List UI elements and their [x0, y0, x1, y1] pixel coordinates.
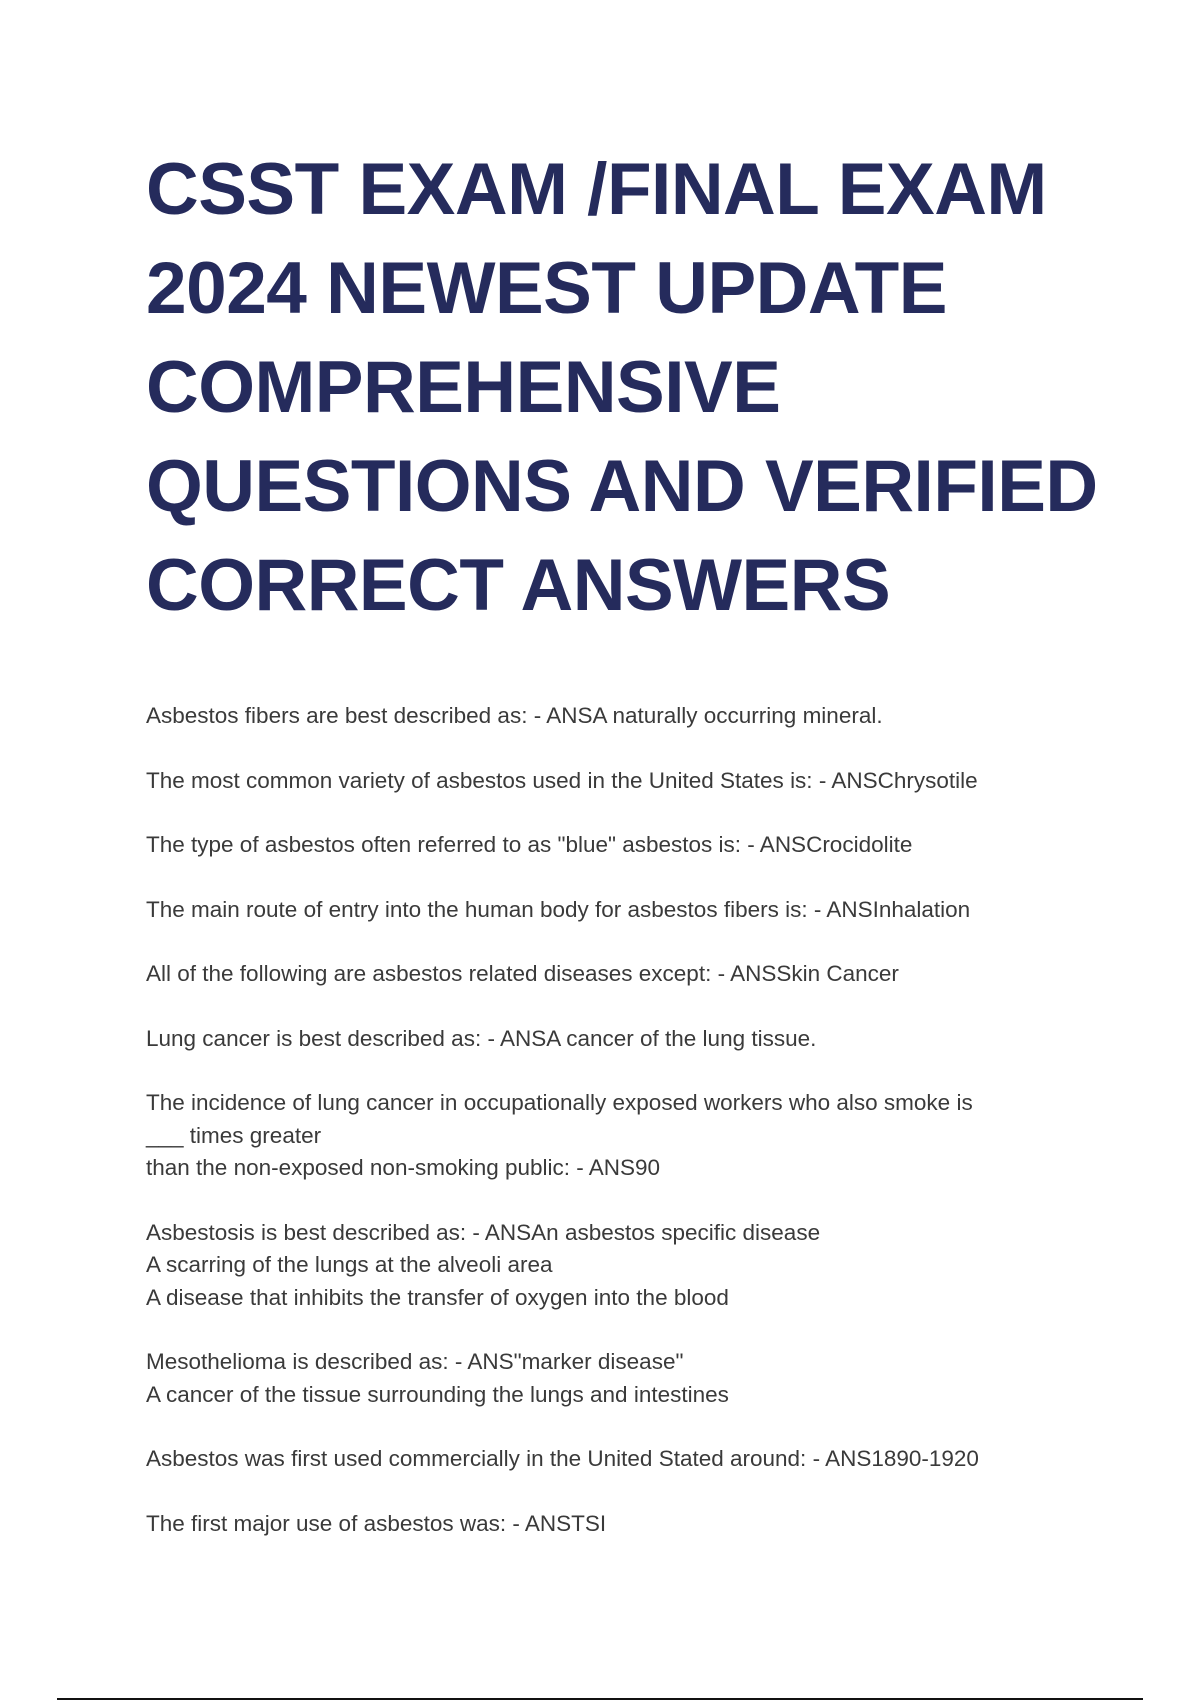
- qa-line: All of the following are asbestos related diseases except: - ANSSkin Cancer: [146, 961, 899, 986]
- qa-item: [146, 1346, 1106, 1411]
- qa-line: ___ times greater: [146, 1122, 322, 1148]
- question-answer-list: [146, 700, 1106, 1572]
- qa-item: [146, 1508, 1106, 1541]
- qa-line: The most common variety of asbestos used in the United States is: - ANSChrysotile: [146, 767, 978, 793]
- title-line: 2024 NEWEST UPDATE: [146, 248, 947, 329]
- qa-item: [146, 1023, 1106, 1056]
- qa-line: Asbestos was first used commercially in the United Stated around: - ANS1890-1920: [146, 1446, 979, 1471]
- qa-item: [146, 1217, 1106, 1315]
- document-title: [146, 140, 1106, 635]
- qa-line: The incidence of lung cancer in occupationally exposed workers who also smoke is: [146, 1090, 973, 1115]
- title-line: CORRECT ANSWERS: [146, 545, 891, 626]
- title-line: CSST EXAM /FINAL EXAM: [146, 149, 1047, 230]
- title-line: QUESTIONS AND VERIFIED: [146, 446, 1098, 527]
- qa-item: [146, 829, 1106, 862]
- qa-item: [146, 700, 1106, 733]
- qa-line: The main route of entry into the human body for asbestos fibers is: - ANSInhalation: [146, 896, 971, 922]
- qa-item: [146, 1087, 1106, 1185]
- qa-line: than the non-exposed non-smoking public: - ANS90: [146, 1155, 661, 1180]
- qa-item: [146, 765, 1106, 798]
- title-line: COMPREHENSIVE: [146, 347, 781, 428]
- qa-line: The first major use of asbestos was: - ANSTSI: [146, 1510, 607, 1536]
- qa-line: Asbestosis is best described as: - ANSAn asbestos specific disease: [146, 1219, 821, 1245]
- qa-line: Mesothelioma is described as: - ANS"marker disease": [146, 1349, 684, 1374]
- qa-item: [146, 1443, 1106, 1476]
- qa-line: The type of asbestos often referred to as "blue" asbestos is: - ANSCrocidolite: [146, 832, 913, 857]
- qa-line: Lung cancer is best described as: - ANSA cancer of the lung tissue.: [146, 1025, 817, 1051]
- qa-item: [146, 894, 1106, 927]
- qa-item: [146, 958, 1106, 991]
- qa-line: Asbestos fibers are best described as: - ANSA naturally occurring mineral.: [146, 703, 883, 728]
- qa-line: A scarring of the lungs at the alveoli area: [146, 1252, 553, 1277]
- qa-line: A disease that inhibits the transfer of oxygen into the blood: [146, 1284, 729, 1310]
- qa-line: A cancer of the tissue surrounding the lungs and intestines: [146, 1381, 729, 1407]
